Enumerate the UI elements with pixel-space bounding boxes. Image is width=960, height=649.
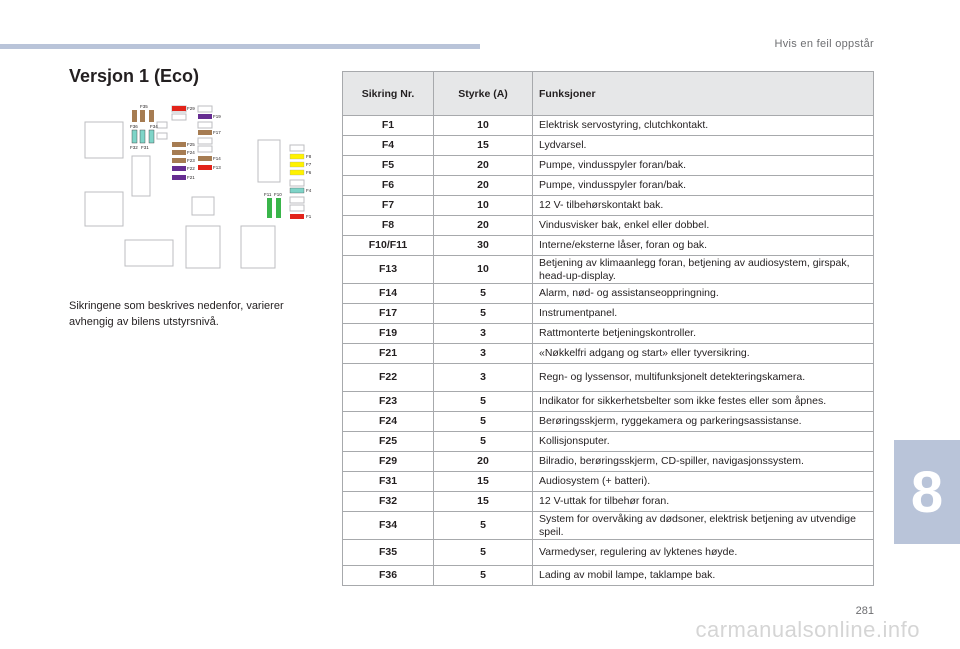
table-row	[343, 196, 874, 216]
fuse-box-diagram	[80, 100, 320, 270]
fuse-table	[342, 71, 874, 586]
fuse-number-cell: F34	[343, 512, 434, 540]
fuse-number-cell: F32	[343, 492, 434, 512]
fuse-function-cell: Lydvarsel.	[533, 136, 874, 156]
fuse-number-cell: F14	[343, 284, 434, 304]
fuse-number-cell: F22	[343, 364, 434, 392]
header-accent-bar	[0, 44, 480, 49]
fuse-f14	[198, 156, 212, 161]
fuse-label: F7	[306, 162, 312, 167]
fuse-function-cell: Pumpe, vindusspyler foran/bak.	[533, 176, 874, 196]
fuse-f1	[290, 214, 304, 219]
fuse-function-cell: Vindusvisker bak, enkel eller dobbel.	[533, 216, 874, 236]
fuse-f32	[132, 130, 137, 143]
fuse-label: F11	[264, 192, 272, 197]
fuse-amperage-cell: 10	[434, 116, 533, 136]
fuse-amperage-cell: 5	[434, 432, 533, 452]
fuse-label: F29	[187, 106, 195, 111]
fuse-function-cell: 12 V- tilbehørskontakt bak.	[533, 196, 874, 216]
fuse-number-cell: F7	[343, 196, 434, 216]
relay-block	[241, 226, 275, 268]
fuse-f24	[172, 150, 186, 155]
fuse-number-cell: F35	[343, 540, 434, 566]
section-header: Hvis en feil oppstår	[774, 38, 874, 50]
fuse-label: F23	[187, 158, 195, 163]
table-row	[343, 512, 874, 540]
fuse-amperage-cell: 20	[434, 452, 533, 472]
fuse-amperage-cell: 3	[434, 344, 533, 364]
fuse-label: F24	[187, 150, 195, 155]
fuse-label: F1	[306, 214, 312, 219]
table-row	[343, 344, 874, 364]
fuse-amperage-cell: 5	[434, 284, 533, 304]
table-row	[343, 492, 874, 512]
fuse-label: F21	[187, 175, 195, 180]
fuse-f35	[140, 110, 145, 122]
fuse-number-cell: F5	[343, 156, 434, 176]
fuse-f25	[172, 142, 186, 147]
fuse-label: F34	[150, 124, 158, 129]
fuse-number-cell: F36	[343, 566, 434, 586]
table-row	[343, 472, 874, 492]
fuse-f23	[172, 158, 186, 163]
fuse-amperage-cell: 5	[434, 540, 533, 566]
fuse-amperage-cell: 5	[434, 392, 533, 412]
fuse-number-cell: F29	[343, 452, 434, 472]
relay-block	[192, 197, 214, 215]
fuse-f6	[290, 170, 304, 175]
fuse-label: F4	[306, 188, 312, 193]
fuse-function-cell: Berøringsskjerm, ryggekamera og parkeringsassistanse.	[533, 412, 874, 432]
fuse-label: F10	[274, 192, 282, 197]
fuse-amperage-cell: 10	[434, 256, 533, 284]
fuse-function-cell: Rattmonterte betjeningskontroller.	[533, 324, 874, 344]
fuse-function-cell: Bilradio, berøringsskjerm, CD-spiller, navigasjonssystem.	[533, 452, 874, 472]
fuse-label: F17	[213, 130, 221, 135]
fuse-function-cell: Interne/eksterne låser, foran og bak.	[533, 236, 874, 256]
fuse-amperage-cell: 20	[434, 176, 533, 196]
table-row	[343, 432, 874, 452]
watermark: carmanualsonline.info	[695, 617, 920, 642]
page-number: 281	[855, 605, 874, 617]
fuse-number-cell: F10/F11	[343, 236, 434, 256]
fuse-f29	[172, 106, 186, 111]
fuse-label: F22	[187, 166, 195, 171]
column-header-functions: Funksjoner	[533, 72, 874, 116]
table-row	[343, 304, 874, 324]
relay-block	[186, 226, 220, 268]
fuse-f17	[198, 130, 212, 135]
fuse-amperage-cell: 5	[434, 304, 533, 324]
fuse-amperage-cell: 20	[434, 216, 533, 236]
fuse-function-cell: Regn- og lyssensor, multifunksjonelt detekteringskamera.	[533, 364, 874, 392]
chapter-tab: 8	[894, 440, 960, 544]
fuse-function-cell: Alarm, nød- og assistanseoppringning.	[533, 284, 874, 304]
fuse-function-cell: Elektrisk servostyring, clutchkontakt.	[533, 116, 874, 136]
fuse-f34	[149, 110, 154, 122]
fuse-number-cell: F1	[343, 116, 434, 136]
table-row	[343, 452, 874, 472]
fuse-label: F13	[213, 165, 221, 170]
fuse-number-cell: F8	[343, 216, 434, 236]
fuse-function-cell: Lading av mobil lampe, taklampe bak.	[533, 566, 874, 586]
fuse-f30	[149, 130, 154, 143]
column-header-amperage: Styrke (A)	[434, 72, 533, 116]
table-row	[343, 566, 874, 586]
fuse-function-cell: Audiosystem (+ batteri).	[533, 472, 874, 492]
fuse-amperage-cell: 30	[434, 236, 533, 256]
fuse-f19	[198, 114, 212, 119]
fuse-function-cell: Varmedyser, regulering av lyktenes høyde.	[533, 540, 874, 566]
fuse-amperage-cell: 5	[434, 512, 533, 540]
table-row	[343, 324, 874, 344]
table-row	[343, 364, 874, 392]
table-row	[343, 116, 874, 136]
fuse-function-cell: Betjening av klimaanlegg foran, betjening av audiosystem, girspak, head-up-display.	[533, 256, 874, 284]
table-row	[343, 136, 874, 156]
page-title: Versjon 1 (Eco)	[69, 66, 200, 86]
fuse-function-cell: Kollisjonsputer.	[533, 432, 874, 452]
fuse-function-cell: «Nøkkelfri adgang og start» eller tyversikring.	[533, 344, 874, 364]
relay-block	[132, 156, 150, 196]
fuse-number-cell: F17	[343, 304, 434, 324]
table-row	[343, 216, 874, 236]
fuse-amperage-cell: 20	[434, 156, 533, 176]
fuse-f22	[172, 166, 186, 171]
fuse-f8	[290, 154, 304, 159]
table-row	[343, 236, 874, 256]
fuse-amperage-cell: 15	[434, 472, 533, 492]
fuse-label: F14	[213, 156, 221, 161]
fuse-f36	[132, 110, 137, 122]
fuse-function-cell: System for overvåking av dødsoner, elektrisk betjening av utvendige speil.	[533, 512, 874, 540]
fuse-function-cell: 12 V-uttak for tilbehør foran.	[533, 492, 874, 512]
fuse-label: F31	[141, 145, 149, 150]
fuse-label: F35	[140, 104, 148, 109]
fuse-amperage-cell: 15	[434, 136, 533, 156]
table-row	[343, 392, 874, 412]
fuse-amperage-cell: 5	[434, 412, 533, 432]
fuse-function-cell: Indikator for sikkerhetsbelter som ikke festes eller som åpnes.	[533, 392, 874, 412]
fuse-f21	[172, 175, 186, 180]
fuse-amperage-cell: 10	[434, 196, 533, 216]
fuse-f10	[276, 198, 281, 218]
relay-block	[258, 140, 280, 182]
table-row	[343, 156, 874, 176]
fuse-f7	[290, 162, 304, 167]
fuse-number-cell: F25	[343, 432, 434, 452]
fuse-f31	[140, 130, 145, 143]
fuse-label: F25	[187, 142, 195, 147]
fuse-number-cell: F23	[343, 392, 434, 412]
fuse-label: F32	[130, 145, 138, 150]
fuse-amperage-cell: 5	[434, 566, 533, 586]
fuse-amperage-cell: 15	[434, 492, 533, 512]
fuse-amperage-cell: 3	[434, 364, 533, 392]
relay-block	[125, 240, 173, 266]
table-row	[343, 540, 874, 566]
fuse-label: F19	[213, 114, 221, 119]
fuse-description: Sikringene som beskrives nedenfor, varierer avhengig av bilens utstyrsnivå.	[69, 300, 284, 328]
relay-block	[85, 192, 123, 226]
table-row	[343, 256, 874, 284]
fuse-number-cell: F13	[343, 256, 434, 284]
fuse-number-cell: F31	[343, 472, 434, 492]
table-header-row	[343, 72, 874, 116]
fuse-amperage-cell: 3	[434, 324, 533, 344]
fuse-number-cell: F19	[343, 324, 434, 344]
fuse-f11	[267, 198, 272, 218]
fuse-number-cell: F4	[343, 136, 434, 156]
fuse-label: F6	[306, 170, 312, 175]
fuse-number-cell: F24	[343, 412, 434, 432]
fuse-number-cell: F21	[343, 344, 434, 364]
fuse-f13	[198, 165, 212, 170]
fuse-f4	[290, 188, 304, 193]
column-header-number: Sikring Nr.	[343, 72, 434, 116]
fuse-label: F8	[306, 154, 312, 159]
table-row	[343, 176, 874, 196]
table-row	[343, 412, 874, 432]
relay-block	[85, 122, 123, 158]
fuse-label: F36	[130, 124, 138, 129]
fuse-number-cell: F6	[343, 176, 434, 196]
fuse-function-cell: Instrumentpanel.	[533, 304, 874, 324]
fuse-function-cell: Pumpe, vindusspyler foran/bak.	[533, 156, 874, 176]
table-row	[343, 284, 874, 304]
